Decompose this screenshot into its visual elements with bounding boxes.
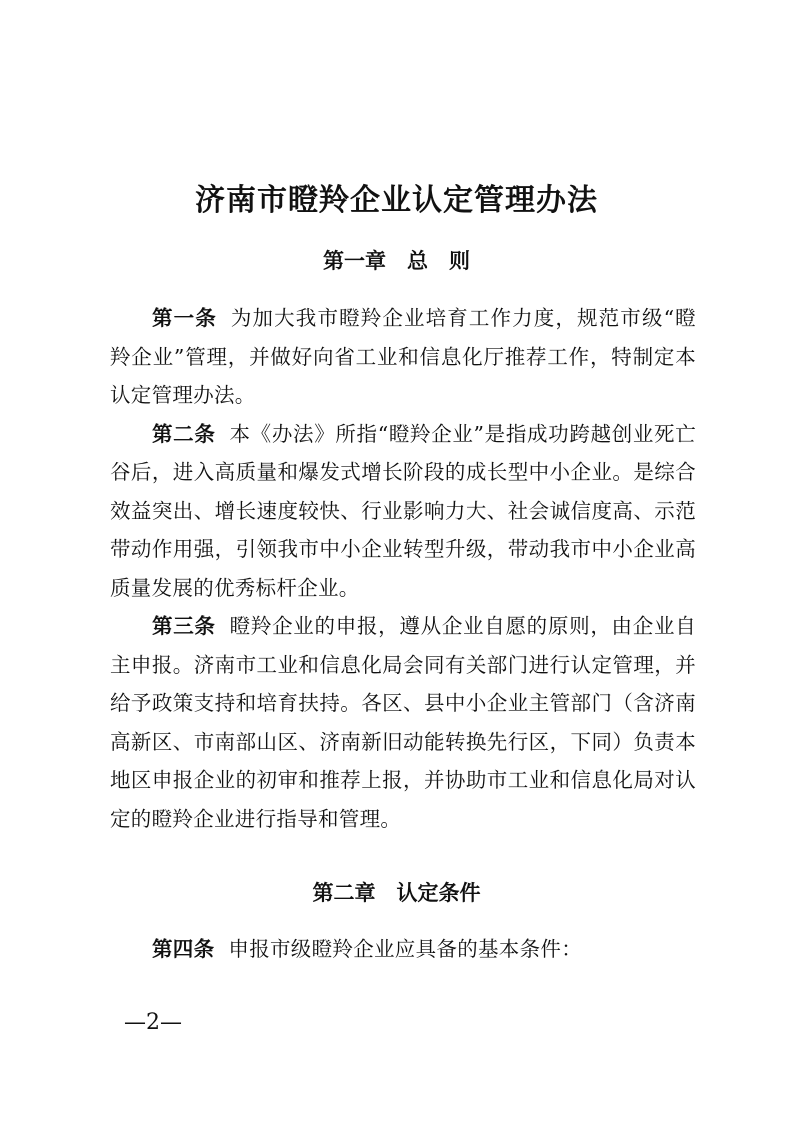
article-2-text: 本《办法》所指“瞪羚企业”是指成功跨越创业死亡谷后，进入高质量和爆发式增长阶段的成长型中小企业。是综合效益突出、增长速度较快、行业影响力大、社会诚信度高、示范带动作用强，引领我市中小企业转型升级，带动我市中小企业高质量发展的优秀标杆企业。 bbox=[110, 421, 697, 600]
page-title: 济南市瞪羚企业认定管理办法 bbox=[195, 183, 598, 218]
chapter-2-heading: 第二章 认定条件 bbox=[312, 881, 481, 905]
article-3 bbox=[110, 607, 696, 838]
article-4-text: 申报市级瞪羚企业应具备的基本条件： bbox=[228, 937, 583, 961]
article-4 bbox=[110, 930, 696, 969]
chapter-2-body bbox=[110, 930, 696, 969]
article-2 bbox=[110, 415, 696, 608]
page-number: —2— bbox=[124, 1010, 182, 1035]
chapter-1-body bbox=[110, 299, 696, 838]
article-3-text: 瞪羚企业的申报，遵从企业自愿的原则，由企业自主申报。济南市工业和信息化局会同有关部门进行认定管理，并给予政策支持和培育扶持。各区、县中小企业主管部门（含济南高新区、市南部山区、济南新旧动能转换先行区，下同）负责本地区申报企业的初审和推荐上报，并协助市工业和信息化局对认定的瞪羚企业进行指导和管理。 bbox=[110, 614, 696, 831]
article-1-label: 第一条 bbox=[152, 306, 217, 330]
article-3-label: 第三条 bbox=[152, 614, 216, 638]
article-2-label: 第二条 bbox=[152, 421, 216, 446]
article-1 bbox=[110, 299, 696, 415]
article-4-label: 第四条 bbox=[152, 937, 215, 961]
article-1-text: 为加大我市瞪羚企业培育工作力度，规范市级“瞪羚企业”管理，并做好向省工业和信息化厅推荐工作，特制定本认定管理办法。 bbox=[110, 306, 696, 407]
chapter-1-heading: 第一章 总 则 bbox=[323, 249, 470, 273]
